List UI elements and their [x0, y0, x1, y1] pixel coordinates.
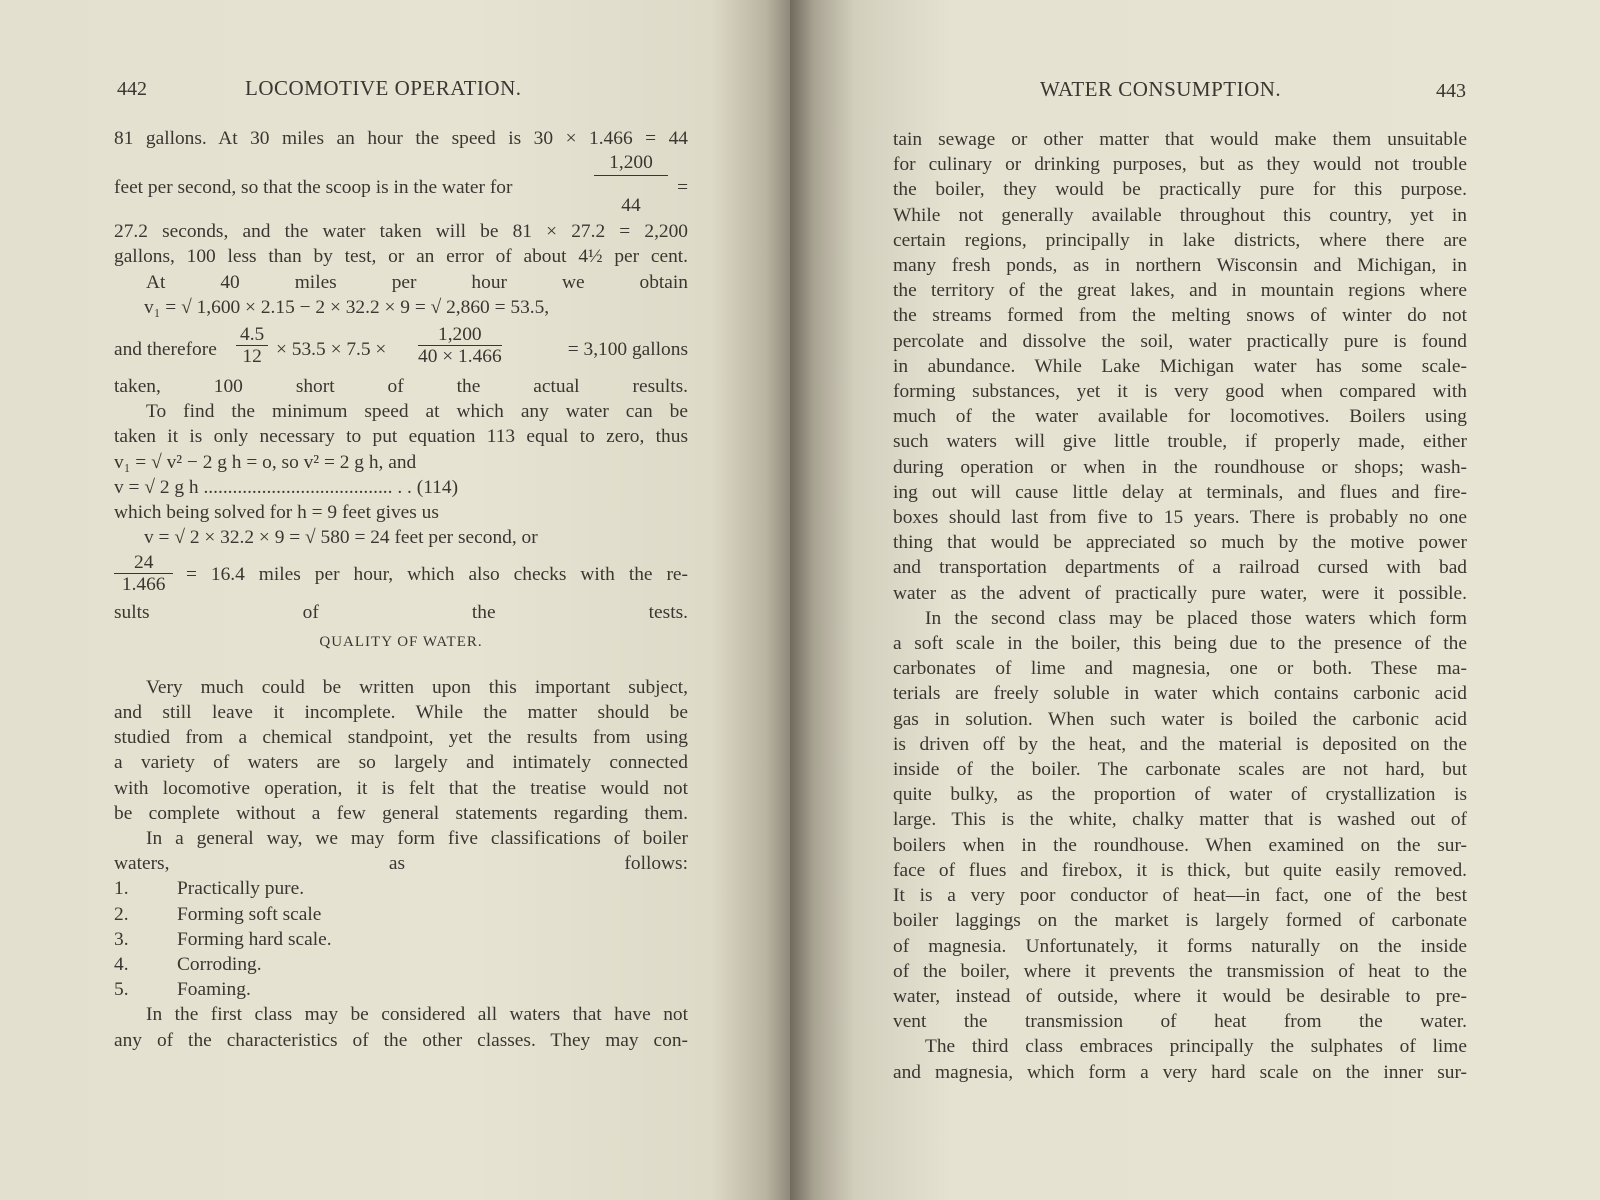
- text-line: gas in solution. When such water is boiled the carbonic acid: [893, 708, 1467, 730]
- text-line: In the second class may be placed those waters which form: [925, 607, 1467, 629]
- text-line: inside of the boiler. The carbonate scales are not hard, but: [893, 759, 1467, 781]
- paragraph: [893, 606, 1467, 1034]
- list-text: Forming soft scale: [177, 903, 322, 925]
- text-line: terials are freely soluble in water which contains carbonic acid: [893, 683, 1467, 705]
- text-line: the territory of the great lakes, and in mountain regions where: [893, 280, 1467, 302]
- text-line: thing that would be appreciated so much by the motive power: [893, 532, 1467, 554]
- equation: v₁ = √ v² − 2 g h = o, so v² = 2 g h, and: [114, 451, 417, 473]
- text-line: = 3,100 gallons: [567, 339, 688, 361]
- list-number: 4.: [114, 954, 129, 976]
- fraction-denominator: 1.466: [121, 574, 166, 596]
- list-item: [114, 902, 688, 927]
- fraction: [114, 552, 173, 595]
- fraction-numerator: 4.5: [236, 324, 268, 346]
- text-line: percolate and dissolve the soil, water practically pure is found: [893, 330, 1467, 352]
- text-line: many fresh ponds, as in northern Wisconsin and Michigan, in: [893, 255, 1467, 277]
- list-item: [114, 876, 688, 901]
- text-line: boilers when in the roundhouse. When examined on the sur-: [893, 834, 1467, 856]
- text-line: The third class embraces principally the sulphates of lime: [925, 1036, 1467, 1058]
- equation-line: [114, 322, 688, 374]
- text-line: which being solved for h = 9 feet gives us: [114, 502, 439, 524]
- text-line: tain sewage or other matter that would make them unsuitable: [893, 129, 1467, 150]
- text-line: with locomotive operation, it is felt that the treatise would not: [114, 777, 688, 799]
- text-line: While not generally available throughout this country, yet in: [893, 204, 1467, 226]
- text-line: any of the characteristics of the other classes. They may con-: [114, 1029, 688, 1051]
- left-page: [0, 0, 790, 1200]
- list-item: [114, 977, 688, 1002]
- text-line: and transportation departments of a railroad cursed with bad: [893, 557, 1467, 579]
- text-line: 81 gallons. At 30 miles an hour the speed is 30 × 1.466 = 44: [114, 128, 688, 149]
- text-line: × 53.5 × 7.5 ×: [276, 339, 387, 361]
- text-line: In the first class may be considered all waters that have not: [146, 1004, 688, 1026]
- paragraph: [114, 826, 688, 876]
- text-line: To find the minimum speed at which any water can be: [146, 401, 688, 423]
- fraction-denominator: 44: [621, 195, 641, 217]
- paragraph: [114, 675, 688, 826]
- text-line: water, instead of outside, where it would be desirable to pre-: [893, 985, 1467, 1007]
- paragraph: [893, 127, 1467, 606]
- text-line: taken it is only necessary to put equation 113 equal to zero, thus: [114, 426, 688, 448]
- right-text-column: [893, 127, 1467, 1085]
- text-line: face of flues and firebox, it is thick, but quite easily removed.: [893, 859, 1467, 881]
- text-line: is driven off by the heat, and the material is deposited on the: [893, 733, 1467, 755]
- list-text: Corroding.: [177, 954, 262, 976]
- list-text: Foaming.: [177, 979, 251, 1001]
- list-number: 3.: [114, 928, 129, 950]
- fraction: [594, 151, 668, 218]
- text-line: taken, 100 short of the actual results.: [114, 376, 688, 398]
- text-line: ing out will cause little delay at terminals, and flues and fire-: [893, 481, 1467, 503]
- page-number: 443: [1436, 80, 1466, 102]
- text-line: much of the water available for locomotives. Boilers using: [893, 406, 1467, 428]
- equals-sign: =: [677, 177, 688, 199]
- fraction-denominator: 40 × 1.466: [418, 346, 502, 368]
- text-line: during operation or when in the roundhouse or shops; wash-: [893, 456, 1467, 478]
- list-text: Forming hard scale.: [177, 928, 332, 950]
- text-line: certain regions, principally in lake districts, where there are: [893, 229, 1467, 251]
- fraction: [414, 324, 506, 367]
- text-line: vent the transmission of heat from the water.: [893, 1011, 1467, 1033]
- text-line: a soft scale in the boiler, this being due to the presence of the: [893, 633, 1467, 655]
- text-line: the streams formed from the melting snows of winter do not: [893, 305, 1467, 327]
- text-line: such waters will give little trouble, if properly made, either: [893, 431, 1467, 453]
- equation: v₁ = √ 1,600 × 2.15 − 2 × 32.2 × 9 = √ 2,860 = 53.5,: [144, 296, 550, 318]
- page-number: 442: [117, 78, 147, 100]
- fraction-numerator: 24: [114, 552, 173, 574]
- text-line: At 40 miles per hour we obtain: [146, 271, 688, 293]
- text-line: feet per second, so that the scoop is in the water for: [114, 177, 513, 199]
- text-line: carbonates of lime and magnesia, one or both. These ma-: [893, 658, 1467, 680]
- equation: v = √ 2 g h ....................................... . . (114): [114, 476, 459, 498]
- text-line: and therefore: [114, 339, 217, 361]
- text-line: and magnesia, which form a very hard scale on the inner sur-: [893, 1061, 1467, 1083]
- list-item: [114, 952, 688, 977]
- list-number: 2.: [114, 903, 129, 925]
- paragraph: [893, 1034, 1467, 1084]
- equation-line: [114, 151, 688, 217]
- text-line: It is a very poor conductor of heat—in fact, one of the best: [893, 885, 1467, 907]
- text-line: in abundance. While Lake Michigan water has some scale-: [893, 355, 1467, 377]
- text-line: boiler laggings on the market is largely formed of carbonate: [893, 910, 1467, 932]
- text-line: studied from a chemical standpoint, yet the results from using: [114, 727, 688, 749]
- text-line: gallons, 100 less than by test, or an error of about 4½ per cent.: [114, 246, 688, 268]
- equation: v = √ 2 × 32.2 × 9 = √ 580 = 24 feet per second, or: [144, 527, 538, 549]
- text-line: large. This is the white, chalky matter that is washed out of: [893, 809, 1467, 831]
- list-number: 1.: [114, 878, 129, 900]
- section-heading: QUALITY OF WATER.: [319, 633, 483, 650]
- text-line: and still leave it incomplete. While the matter should be: [114, 702, 688, 724]
- list-number: 5.: [114, 979, 129, 1001]
- text-line: the boiler, they would be practically pure for this purpose.: [893, 179, 1467, 201]
- text-line: waters, as follows:: [114, 853, 688, 875]
- text-line: of magnesia. Unfortunately, it forms naturally on the inside: [893, 935, 1467, 957]
- list-item: [114, 927, 688, 952]
- text-line: = 16.4 miles per hour, which also checks with the re-: [186, 564, 688, 586]
- text-line: sults of the tests.: [114, 602, 688, 624]
- paragraph: [114, 1002, 688, 1052]
- text-line: In a general way, we may form five classifications of boiler: [146, 828, 688, 850]
- left-text-column: [114, 126, 688, 1053]
- fraction: [236, 324, 268, 367]
- text-line: be complete without a few general statements regarding them.: [114, 802, 688, 824]
- fraction-denominator: 12: [242, 346, 262, 368]
- text-line: water as the advent of practically pure water, were it possible.: [893, 582, 1467, 604]
- text-line: of the boiler, where it prevents the transmission of heat to the: [893, 960, 1467, 982]
- text-line: Very much could be written upon this important subject,: [146, 676, 688, 698]
- text-line: for culinary or drinking purposes, but as they would not trouble: [893, 154, 1467, 176]
- text-line: boxes should last from five to 15 years. There is probably no one: [893, 507, 1467, 529]
- text-line: forming substances, yet it is very good when compared with: [893, 381, 1467, 403]
- fraction-numerator: 1,200: [418, 324, 502, 346]
- text-line: quite bulky, as the proportion of water of crystallization is: [893, 784, 1467, 806]
- list-text: Practically pure.: [177, 878, 305, 900]
- classification-list: [114, 876, 688, 1002]
- running-head: WATER CONSUMPTION.: [1040, 77, 1282, 101]
- running-head: LOCOMOTIVE OPERATION.: [245, 76, 522, 100]
- equation-line: [114, 550, 688, 600]
- text-line: a variety of waters are so largely and intimately connected: [114, 752, 688, 774]
- text-line: 27.2 seconds, and the water taken will be 81 × 27.2 = 2,200: [114, 221, 688, 243]
- fraction-numerator: 1,200: [594, 151, 668, 176]
